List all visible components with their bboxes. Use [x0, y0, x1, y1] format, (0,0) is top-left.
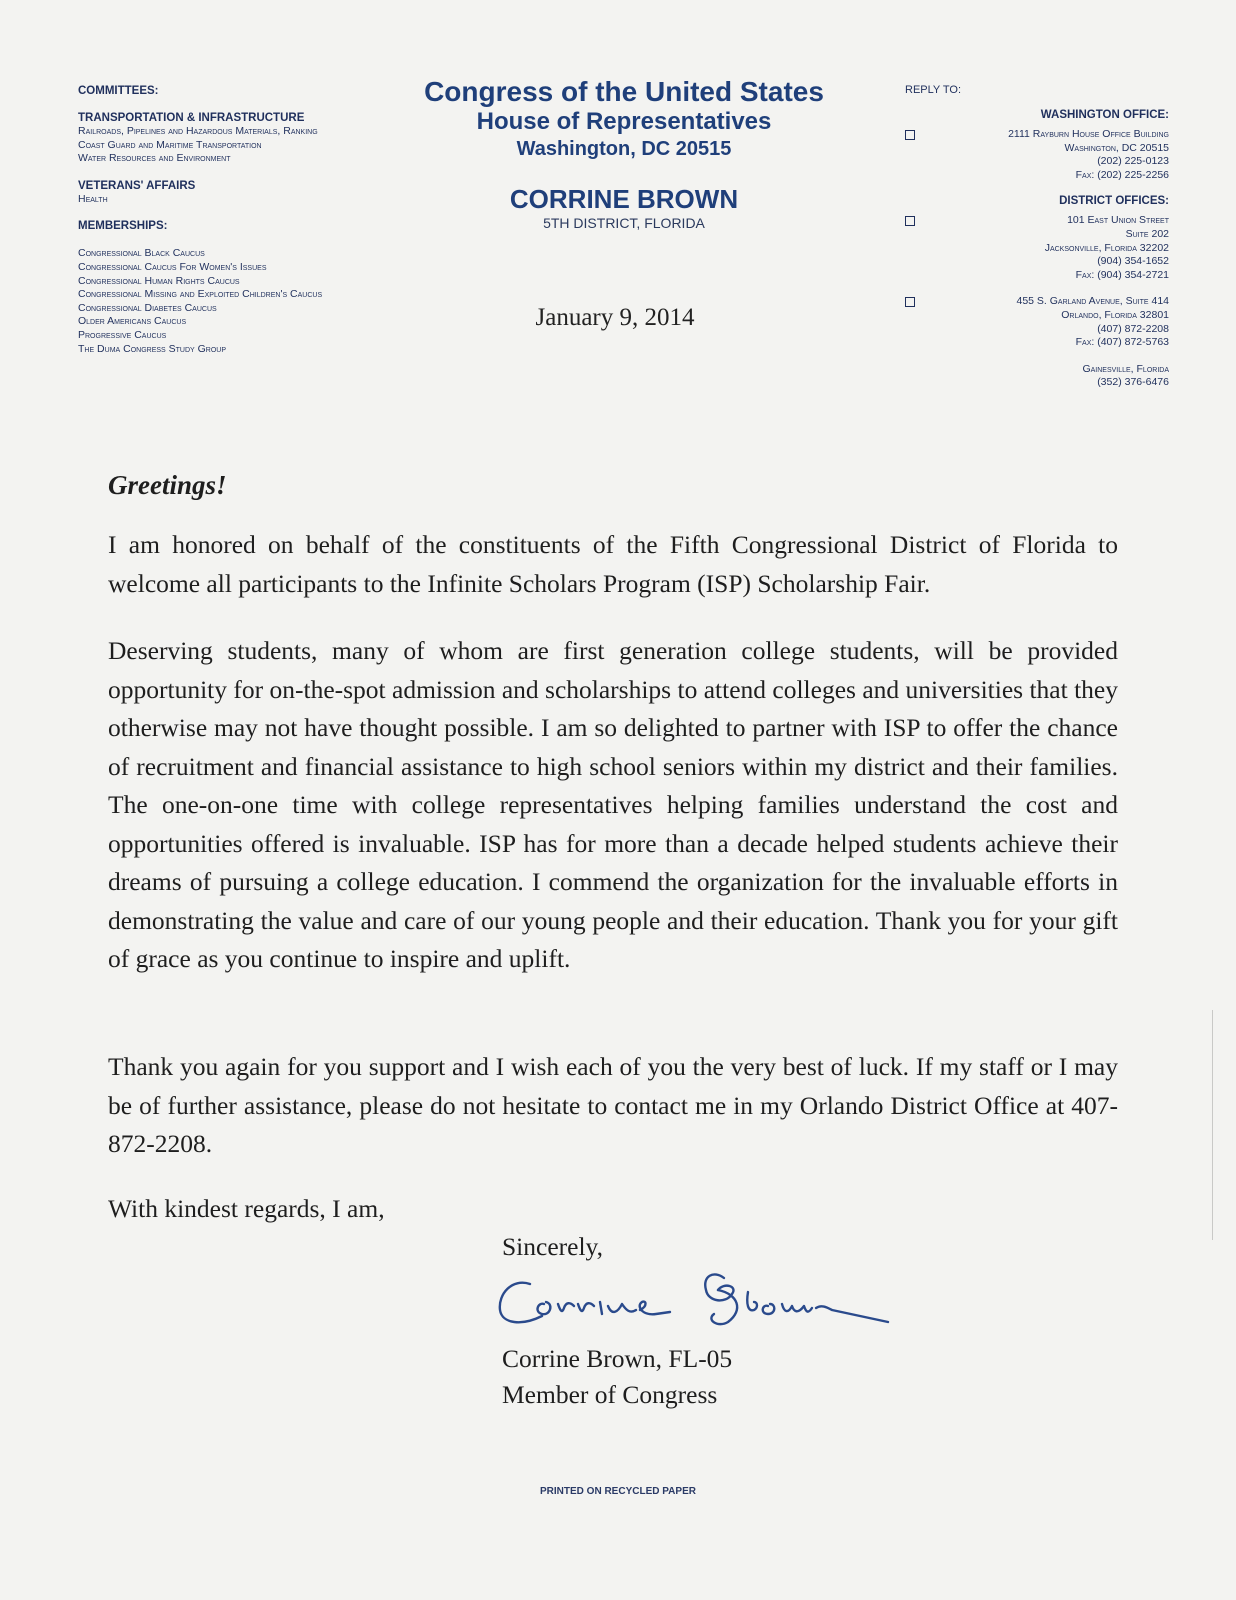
reply-checkbox — [905, 297, 915, 307]
letterhead-title: Congress of the United States — [424, 76, 824, 107]
reply-checkbox — [905, 130, 915, 140]
address-line: (904) 354-1652 — [1097, 255, 1169, 268]
address-line: Fax: (904) 354-2721 — [1075, 268, 1169, 281]
gainesville-address — [905, 363, 1169, 390]
representative-name: CORRINE BROWN — [509, 184, 739, 214]
letterhead-city: Washington, DC 20515 — [516, 138, 732, 160]
committees-heading: COMMITTEES: — [78, 85, 159, 97]
address-line: Jacksonville, Florida 32202 — [1044, 241, 1169, 254]
washington-address — [905, 128, 1169, 182]
committee-item: Railroads, Pipelines and Hazardous Materials, Ranking — [78, 125, 318, 137]
signer-name: Corrine Brown, FL-05 — [502, 1344, 733, 1373]
membership-item: Progressive Caucus — [78, 328, 167, 341]
address-line: 455 S. Garland Avenue, Suite 414 — [1016, 295, 1169, 308]
district-offices-heading: DISTRICT OFFICES: — [1059, 195, 1169, 208]
signer-title: Member of Congress — [502, 1380, 718, 1409]
handwritten-signature — [492, 1264, 902, 1342]
address-line: Orlando, Florida 32801 — [1061, 308, 1169, 321]
address-line: Washington, DC 20515 — [1064, 141, 1169, 154]
address-line: (202) 225-0123 — [1097, 155, 1169, 168]
greeting: Greetings! — [108, 470, 227, 500]
membership-item: The Duma Congress Study Group — [78, 342, 226, 355]
membership-item: Congressional Diabetes Caucus — [78, 301, 217, 314]
orlando-address — [905, 295, 1169, 349]
sincerely-line: Sincerely, — [502, 1232, 604, 1261]
veterans-committee-heading: VETERANS' AFFAIRS — [78, 179, 196, 192]
membership-item: Congressional Missing and Exploited Children's Caucus — [78, 288, 323, 301]
jacksonville-address — [905, 214, 1169, 282]
paragraph-1: I am honored on behalf of the constituents of the Fifth Congressional District of Florida to welcome all participants to the Infinite Scholars Program (ISP) Scholarship Fair. — [108, 530, 1118, 598]
reply-checkbox — [905, 216, 915, 226]
transport-committee-heading: TRANSPORTATION & INFRASTRUCTURE — [78, 112, 305, 124]
address-line: Fax: (407) 872-5763 — [1075, 336, 1169, 349]
closing-line: With kindest regards, I am, — [108, 1194, 385, 1223]
membership-item: Older Americans Caucus — [78, 315, 187, 328]
address-line: Suite 202 — [1125, 227, 1169, 240]
membership-item: Congressional Black Caucus — [78, 247, 205, 260]
address-line: (352) 376-6476 — [1097, 376, 1169, 389]
letterhead-subtitle: House of Representatives — [476, 108, 772, 135]
signature-block — [502, 1232, 922, 1414]
membership-item: Congressional Caucus For Women's Issues — [78, 260, 267, 273]
address-line: 2111 Rayburn House Office Building — [1008, 128, 1169, 140]
committee-item: Water Resources and Environment — [78, 152, 231, 165]
reply-to-column — [905, 84, 1169, 403]
reply-to-label: REPLY TO: — [905, 84, 962, 96]
letter-date: January 9, 2014 — [535, 304, 695, 331]
washington-office-heading: WASHINGTON OFFICE: — [1040, 109, 1169, 121]
district-label: 5TH DISTRICT, FLORIDA — [543, 215, 705, 231]
paragraph-3: Thank you again for you support and I wish each of you the very best of luck. If my staff or I may be of further assistance, please do not hesitate to contact me in my Orlando District Office at 407-872-2208. — [108, 1052, 1118, 1158]
committee-item: Coast Guard and Maritime Transportation — [78, 138, 262, 151]
address-line: (407) 872-2208 — [1097, 322, 1169, 335]
membership-item: Congressional Human Rights Caucus — [78, 274, 240, 287]
scan-edge-line — [1212, 1010, 1213, 1240]
address-line: Gainesville, Florida — [1082, 362, 1169, 375]
address-line: 101 East Union Street — [1067, 214, 1169, 227]
address-line: Fax: (202) 225-2256 — [1075, 168, 1169, 181]
letterhead — [400, 76, 848, 332]
paragraph-2: Deserving students, many of whom are first generation college students, will be provided opportunity for on-the-spot admission and scholarships to attend colleges and universities that they otherwise may not have thought possible. I am so delighted to partner with ISP to offer the chance of recruitment and financial assistance to high school seniors within my district and their families. The one-on-one time with college representatives helping families understand the cost and opportunities offered is invaluable. ISP has for more than a decade helped students achieve their dreams of pursuing a college education. I commend the organization for the invaluable efforts in demonstrating the value and care of our young people and their education. Thank you for your gift of grace as you continue to inspire and uplift. — [108, 636, 1118, 973]
recycled-paper-note: PRINTED ON RECYCLED PAPER — [540, 1486, 696, 1497]
memberships-heading: MEMBERSHIPS: — [78, 220, 168, 233]
committee-item: Health — [78, 192, 108, 205]
